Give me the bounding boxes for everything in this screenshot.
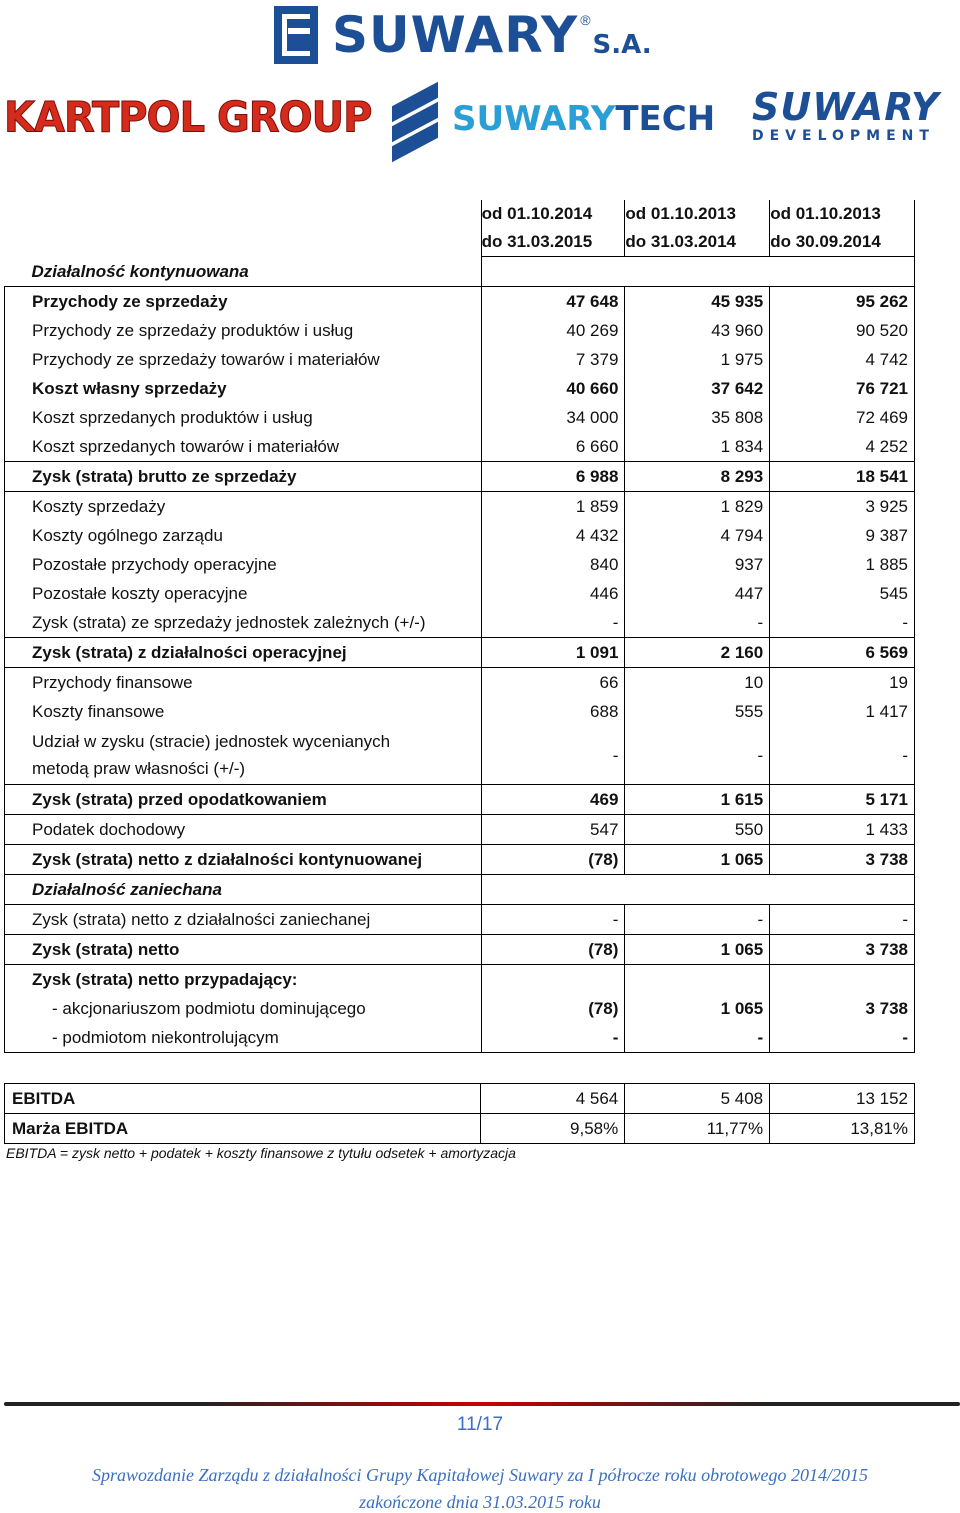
suwarytech-mark-icon [392,82,438,156]
table-row: Zysk (strata) netto przypadający: [5,965,915,995]
table-row: Pozostałe przychody operacyjne 840 937 1 885 [5,550,915,579]
header-row-from [5,200,915,228]
period-2-to: do 31.03.2014 [625,228,770,257]
table-row: - podmiotom niekontrolującym - - - [5,1023,915,1053]
period-1-from: od 01.10.2014 [481,200,625,228]
ebitda-margin-row: Marża EBITDA 9,58% 11,77% 13,81% [5,1114,915,1144]
table-row: Zysk (strata) przed opodatkowaniem 469 1 615 5 171 [5,785,915,815]
table-row: Zysk (strata) netto z działalności zaniechanej - - - [5,905,915,935]
table-row: Zysk (strata) netto (78) 1 065 3 738 [5,935,915,965]
table-row: Przychody ze sprzedaży produktów i usług 40 269 43 960 90 520 [5,316,915,345]
period-1-to: do 31.03.2015 [481,228,625,257]
table-row: Zysk (strata) brutto ze sprzedaży 6 988 8 293 18 541 [5,462,915,492]
footer-report-title: Sprawozdanie Zarządu z działalności Grupy Kapitałowej Suwary za I półrocze roku obrotowego 2014/2015 [91,1465,868,1485]
section-continuing: Działalność kontynuowana [5,257,915,287]
kartpol-group-logo: KARTPOL GROUP [4,93,372,143]
table-row: Przychody finansowe 66 10 19 [5,668,915,698]
table-row: Koszty finansowe 688 555 1 417 [5,697,915,726]
table-row: Koszt sprzedanych towarów i materiałów 6 660 1 834 4 252 [5,432,915,462]
table-row: Pozostałe koszty operacyjne 446 447 545 [5,579,915,608]
page-number: 11/17 [456,1414,504,1435]
income-statement-table [4,200,915,1053]
table-row: Przychody ze sprzedaży 47 648 45 935 95 262 [5,287,915,317]
ebitda-definition-note: EBITDA = zysk netto + podatek + koszty finansowe z tytułu odsetek + amortyzacja [6,1145,516,1161]
period-3-to: do 30.09.2014 [770,228,915,257]
period-3-from: od 01.10.2013 [770,200,915,228]
suwary-mark-icon [274,6,318,64]
table-row: Koszt sprzedanych produktów i usług 34 000 35 808 72 469 [5,403,915,432]
table-row: Zysk (strata) netto z działalności kontynuowanej (78) 1 065 3 738 [5,845,915,875]
section-discontinued: Działalność zaniechana [5,875,915,905]
table-row: Zysk (strata) z działalności operacyjnej 1 091 2 160 6 569 [5,638,915,668]
footer-divider [4,1402,960,1406]
table-row: Przychody ze sprzedaży towarów i materiałów 7 379 1 975 4 742 [5,345,915,374]
table-row: Koszt własny sprzedaży 40 660 37 642 76 721 [5,374,915,403]
table-row: Zysk (strata) ze sprzedaży jednostek zależnych (+/-) - - - [5,608,915,638]
suwary-development-logo: SUWARY DEVELOPMENT [752,85,940,144]
table-row: Udział w zysku (stracie) jednostek wycenianych metodą praw własności (+/-) - - - [5,726,915,785]
header-row-to [5,228,915,257]
table-row: - akcjonariuszom podmiotu dominującego (78) 1 065 3 738 [5,994,915,1023]
suwarytech-logo: SUWARYTECH [392,80,715,158]
table-row: Podatek dochodowy 547 550 1 433 [5,815,915,845]
period-2-from: od 01.10.2013 [625,200,770,228]
footer-report-date: zakończone dnia 31.03.2015 roku [359,1492,601,1512]
table-row: Koszty sprzedaży 1 859 1 829 3 925 [5,492,915,522]
table-row: Koszty ogólnego zarządu 4 432 4 794 9 387 [5,521,915,550]
ebitda-table [4,1083,915,1144]
suwary-sa-logo: SUWARY ® S.A. [274,4,652,66]
ebitda-row: EBITDA 4 564 5 408 13 152 [5,1084,915,1114]
